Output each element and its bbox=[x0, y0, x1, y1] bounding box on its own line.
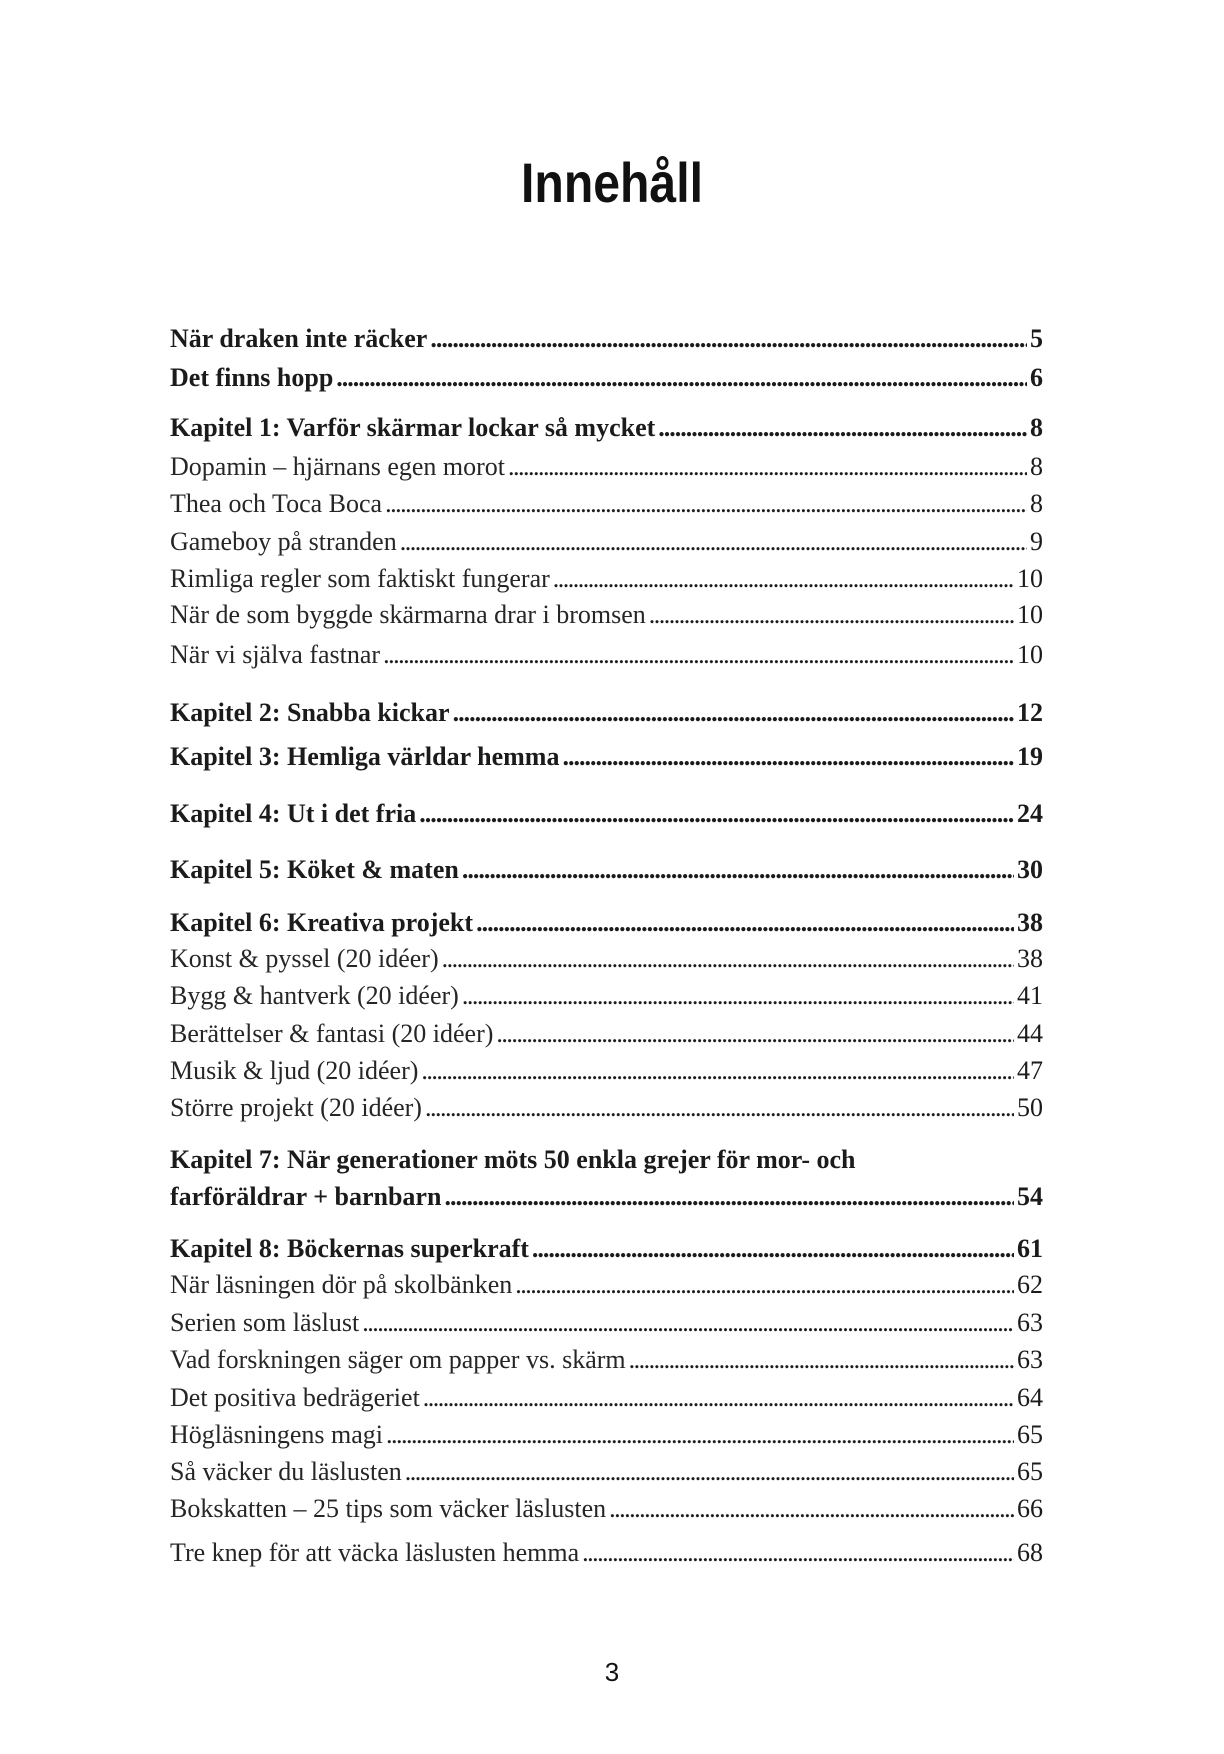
toc-subentry bbox=[170, 596, 1043, 633]
toc-entry-page: 38 bbox=[1017, 908, 1043, 937]
toc-entry-page: 63 bbox=[1017, 1308, 1043, 1337]
toc-entry-page: 19 bbox=[1017, 742, 1043, 771]
toc-subentry bbox=[170, 1416, 1043, 1453]
toc-entry-title: Högläsningens magi bbox=[170, 1420, 384, 1449]
toc-entry-page: 8 bbox=[1030, 489, 1043, 518]
toc-entry-title: Bokskatten – 25 tips som väcker läslusten bbox=[170, 1494, 607, 1523]
dot-leader bbox=[562, 738, 1014, 775]
toc-entry-title: När draken inte räcker bbox=[170, 324, 428, 353]
page-title: Innehåll bbox=[521, 151, 703, 214]
toc-chapter-entry bbox=[170, 694, 1043, 731]
toc-subentry bbox=[170, 1304, 1043, 1341]
toc-entry-title: Gameboy på stranden bbox=[170, 527, 397, 556]
dot-leader bbox=[430, 320, 1027, 357]
toc-entry-title-line1: Kapitel 7: När generationer möts 50 enkla grejer för mor- och bbox=[170, 1145, 856, 1174]
toc-entry-page: 38 bbox=[1017, 944, 1043, 973]
toc-entry-page: 44 bbox=[1017, 1019, 1043, 1048]
toc-entry-page: 10 bbox=[1017, 600, 1043, 629]
toc-entry bbox=[170, 359, 1043, 396]
toc-entry-page: 50 bbox=[1017, 1093, 1043, 1122]
toc-entry-page: 62 bbox=[1017, 1270, 1043, 1299]
toc-entry-title: När de som byggde skärmarna drar i bromsen bbox=[170, 600, 646, 629]
dot-leader bbox=[462, 977, 1014, 1014]
dot-leader bbox=[515, 1266, 1014, 1303]
toc-entry-page: 64 bbox=[1017, 1383, 1043, 1412]
toc-chapter-entry bbox=[170, 1230, 1043, 1267]
toc-subentry bbox=[170, 940, 1043, 977]
toc-entry-title: Musik & ljud (20 idéer) bbox=[170, 1056, 419, 1085]
toc-entry-title: Kapitel 8: Böckernas superkraft bbox=[170, 1234, 529, 1263]
toc-entry-page: 12 bbox=[1017, 698, 1043, 727]
dot-leader bbox=[609, 1490, 1014, 1527]
toc-entry-title: Det finns hopp bbox=[170, 363, 334, 392]
toc-subentry bbox=[170, 977, 1043, 1014]
dot-leader bbox=[629, 1341, 1014, 1378]
toc-chapter-entry bbox=[170, 795, 1043, 832]
toc-entry-title: Större projekt (20 idéer) bbox=[170, 1093, 422, 1122]
dot-leader bbox=[444, 1178, 1014, 1215]
dot-leader bbox=[496, 1015, 1014, 1052]
dot-leader bbox=[421, 1052, 1014, 1089]
toc-subentry bbox=[170, 1052, 1043, 1089]
toc-entry-title: Kapitel 2: Snabba kickar bbox=[170, 698, 450, 727]
toc-subentry bbox=[170, 1490, 1043, 1527]
dot-leader bbox=[453, 694, 1014, 731]
dot-leader bbox=[442, 940, 1014, 977]
toc-entry-title: Tre knep för att väcka läslusten hemma bbox=[170, 1538, 580, 1567]
toc-entry-title: Kapitel 1: Varför skärmar lockar så mycket bbox=[170, 413, 656, 442]
dot-leader bbox=[582, 1534, 1014, 1571]
toc-entry-title: Kapitel 4: Ut i det fria bbox=[170, 799, 417, 828]
toc-subentry bbox=[170, 1266, 1043, 1303]
toc-subentry bbox=[170, 1379, 1043, 1416]
toc-entry bbox=[170, 320, 1043, 357]
toc-entry-title: Serien som läslust bbox=[170, 1308, 360, 1337]
toc-entry-page: 66 bbox=[1017, 1494, 1043, 1523]
dot-leader bbox=[400, 523, 1027, 560]
toc-subentry bbox=[170, 523, 1043, 560]
toc-entry-page: 41 bbox=[1017, 981, 1043, 1010]
dot-leader bbox=[405, 1453, 1014, 1490]
toc-entry-title: Thea och Toca Boca bbox=[170, 489, 383, 518]
toc-chapter-entry bbox=[170, 851, 1043, 888]
dot-leader bbox=[419, 795, 1014, 832]
toc-entry-title: När läsningen dör på skolbänken bbox=[170, 1270, 513, 1299]
toc-entry-page: 5 bbox=[1030, 324, 1043, 353]
toc-entry-page: 61 bbox=[1017, 1234, 1043, 1263]
toc-subentry bbox=[170, 1341, 1043, 1378]
toc-chapter-entry bbox=[170, 409, 1043, 446]
toc-chapter-entry bbox=[170, 904, 1043, 941]
toc-entry-page: 8 bbox=[1030, 413, 1043, 442]
toc-entry-page: 47 bbox=[1017, 1056, 1043, 1085]
toc-entry-title: Berättelser & fantasi (20 idéer) bbox=[170, 1019, 494, 1048]
dot-leader bbox=[658, 409, 1027, 446]
toc-subentry bbox=[170, 1089, 1043, 1126]
toc-subentry bbox=[170, 636, 1043, 673]
toc-entry-page: 24 bbox=[1017, 799, 1043, 828]
toc-entry-page: 63 bbox=[1017, 1345, 1043, 1374]
dot-leader bbox=[462, 851, 1014, 888]
toc-entry-title: Kapitel 5: Köket & maten bbox=[170, 855, 459, 884]
toc-entry-title: Konst & pyssel (20 idéer) bbox=[170, 944, 439, 973]
dot-leader bbox=[425, 1089, 1014, 1126]
page-number: 3 bbox=[604, 1657, 620, 1687]
toc-subentry bbox=[170, 485, 1043, 522]
toc-entry-page: 68 bbox=[1017, 1538, 1043, 1567]
dot-leader bbox=[649, 596, 1014, 633]
dot-leader bbox=[508, 448, 1027, 485]
dot-leader bbox=[383, 636, 1014, 673]
toc-entry-title: Bygg & hantverk (20 idéer) bbox=[170, 981, 459, 1010]
toc-entry-title: När vi själva fastnar bbox=[170, 640, 381, 669]
toc-entry-page: 6 bbox=[1030, 363, 1043, 392]
toc-entry-title: Rimliga regler som faktiskt fungerar bbox=[170, 564, 550, 593]
toc-entry-title: Kapitel 6: Kreativa projekt bbox=[170, 908, 474, 937]
toc-entry-title: Vad forskningen säger om papper vs. skärm bbox=[170, 1345, 626, 1374]
toc-entry-title: Det positiva bedrägeriet bbox=[170, 1383, 420, 1412]
toc-chapter-entry bbox=[170, 738, 1043, 775]
toc-entry-page: 10 bbox=[1017, 564, 1043, 593]
toc-entry-page: 10 bbox=[1017, 640, 1043, 669]
toc-entry-page: 54 bbox=[1017, 1182, 1043, 1211]
toc-subentry bbox=[170, 1015, 1043, 1052]
toc-entry-title: Så väcker du läslusten bbox=[170, 1457, 402, 1486]
toc-entry-page: 8 bbox=[1030, 452, 1043, 481]
dot-leader bbox=[553, 560, 1014, 597]
toc-entry-title-line2: farföräldrar + barnbarn bbox=[170, 1182, 442, 1211]
dot-leader bbox=[386, 1416, 1014, 1453]
dot-leader bbox=[385, 485, 1027, 522]
dot-leader bbox=[476, 904, 1014, 941]
toc-entry-page: 65 bbox=[1017, 1457, 1043, 1486]
dot-leader bbox=[362, 1304, 1014, 1341]
toc-subentry bbox=[170, 560, 1043, 597]
toc-subentry bbox=[170, 448, 1043, 485]
toc-entry-title: Dopamin – hjärnans egen morot bbox=[170, 452, 506, 481]
toc-subentry bbox=[170, 1453, 1043, 1490]
dot-leader bbox=[336, 359, 1027, 396]
toc-chapter-entry bbox=[170, 1178, 1043, 1215]
toc-entry-page: 30 bbox=[1017, 855, 1043, 884]
dot-leader bbox=[532, 1230, 1014, 1267]
toc-entry-title: Kapitel 3: Hemliga världar hemma bbox=[170, 742, 560, 771]
toc-entry-page: 65 bbox=[1017, 1420, 1043, 1449]
toc-entry-page: 9 bbox=[1030, 527, 1043, 556]
dot-leader bbox=[423, 1379, 1014, 1416]
toc-subentry bbox=[170, 1534, 1043, 1571]
